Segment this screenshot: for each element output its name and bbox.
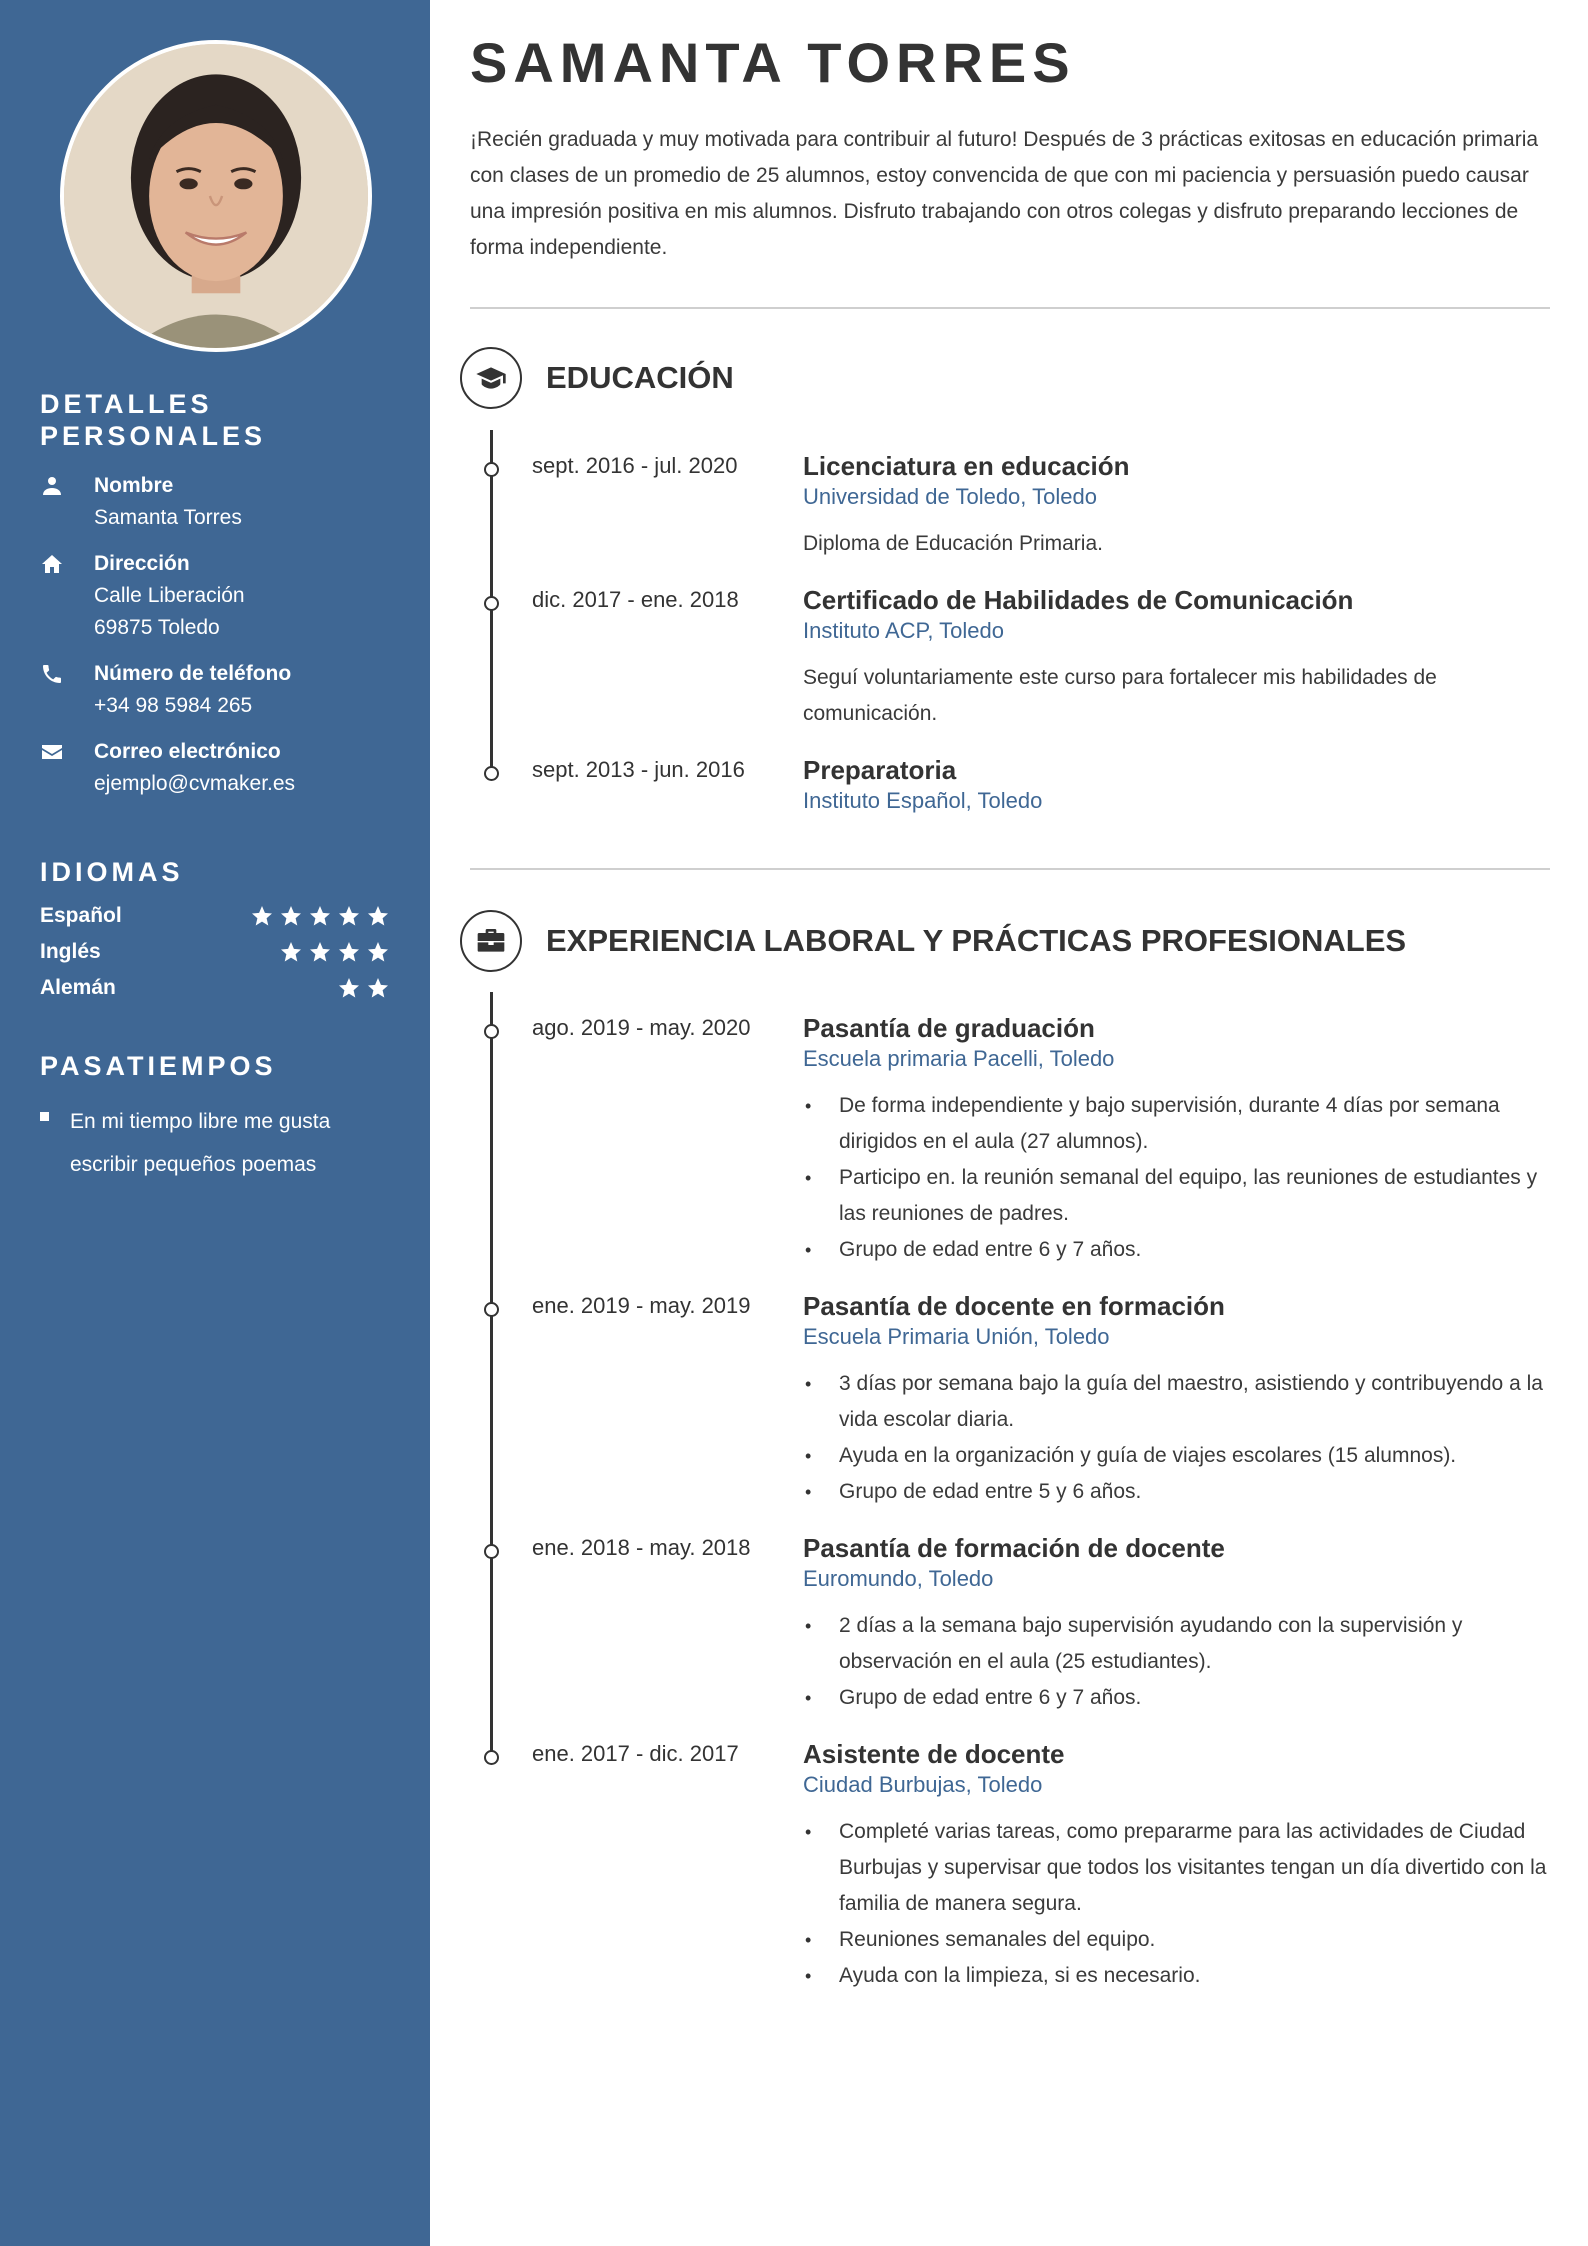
entry-date: ene. 2019 - may. 2019 — [532, 1293, 751, 1318]
home-icon — [40, 548, 94, 644]
star-icon — [308, 940, 332, 964]
entry-title: Certificado de Habilidades de Comunicación — [803, 585, 1354, 615]
timeline-dot-icon — [484, 1024, 499, 1039]
profile-summary: ¡Recién graduada y muy motivada para contribuir al futuro! Después de 3 prácticas exitosas en educación primaria con clases de un promedio de 25 alumnos, estoy convencida de que con mi paciencia y persuasión puedo causar una impresión positiva en mis alumnos. Disfruto trabajando con otros colegas y disfruto preparando lecciones de forma independiente. — [470, 128, 1539, 259]
detail-value: Calle Liberación — [94, 584, 245, 607]
languages-title: IDIOMAS — [40, 857, 184, 887]
detail-label: Dirección — [94, 552, 190, 575]
entry-title: Asistente de docente — [803, 1739, 1065, 1769]
star-icon — [250, 904, 274, 928]
entry-desc: Seguí voluntariamente este curso para fortalecer mis habilidades de comunicación. — [803, 666, 1437, 725]
bullet-item: • Ayuda con la limpieza, si es necesario. — [803, 1958, 1563, 1994]
language-rating — [279, 940, 390, 964]
bullet-item: • De forma independiente y bajo supervisión, durante 4 días por semana dirigidos en el aula (27 alumnos). — [803, 1088, 1563, 1160]
entry-org: Instituto Español, Toledo — [803, 788, 1043, 813]
timeline-dot-icon — [484, 1750, 499, 1765]
divider — [470, 868, 1550, 870]
detail-value: 69875 Toledo — [94, 616, 220, 639]
detail-name — [40, 470, 390, 534]
detail-value: Samanta Torres — [94, 506, 242, 529]
detail-label: Nombre — [94, 474, 174, 497]
entry-org: Euromundo, Toledo — [803, 1566, 994, 1591]
bullet-item: • Grupo de edad entre 5 y 6 años. — [803, 1474, 1563, 1510]
star-icon — [337, 940, 361, 964]
entry-org: Universidad de Toledo, Toledo — [803, 484, 1097, 509]
phone-icon — [40, 658, 94, 722]
bullet-item: • Grupo de edad entre 6 y 7 años. — [803, 1232, 1563, 1268]
bullet-item: • 3 días por semana bajo la guía del maestro, asistiendo y contribuyendo a la vida escolar diaria. — [803, 1366, 1563, 1438]
bullet-item: • Reuniones semanales del equipo. — [803, 1922, 1563, 1958]
language-name: Español — [40, 904, 122, 927]
star-icon — [279, 904, 303, 928]
languages-list — [40, 898, 390, 1006]
personal-details-section — [40, 388, 390, 800]
detail-value[interactable]: +34 98 5984 265 — [94, 694, 253, 717]
entry-bullets — [803, 1088, 1563, 1268]
mail-icon — [40, 736, 94, 800]
timeline-dot-icon — [484, 766, 499, 781]
square-bullet-icon — [40, 1100, 70, 1186]
star-icon — [279, 940, 303, 964]
language-rating — [337, 976, 390, 1000]
star-icon — [366, 976, 390, 1000]
email-link[interactable]: ejemplo@cvmaker.es — [94, 772, 296, 795]
bullet-item: • 2 días a la semana bajo supervisión ayudando con la supervisión y observación en el aula (25 estudiantes). — [803, 1608, 1563, 1680]
hobbies-title: PASATIEMPOS — [40, 1051, 277, 1081]
entry-date: sept. 2016 - jul. 2020 — [532, 453, 738, 478]
timeline-dot-icon — [484, 1302, 499, 1317]
entry-org: Instituto ACP, Toledo — [803, 618, 1004, 643]
entry-org: Ciudad Burbujas, Toledo — [803, 1772, 1043, 1797]
entry-bullets — [803, 1608, 1563, 1716]
star-icon — [366, 904, 390, 928]
star-icon — [337, 976, 361, 1000]
bullet-item: • Ayuda en la organización y guía de viajes escolares (15 alumnos). — [803, 1438, 1563, 1474]
entry-title: Pasantía de graduación — [803, 1013, 1095, 1043]
entry-title: Licenciatura en educación — [803, 451, 1130, 481]
star-icon — [366, 940, 390, 964]
entry-date: ene. 2017 - dic. 2017 — [532, 1741, 739, 1766]
sidebar — [0, 0, 430, 2246]
language-row — [40, 970, 390, 1006]
language-rating — [250, 904, 390, 928]
entry-date: sept. 2013 - jun. 2016 — [532, 757, 745, 782]
detail-phone — [40, 658, 390, 722]
entry-title: Preparatoria — [803, 755, 957, 785]
entry-org: Escuela primaria Pacelli, Toledo — [803, 1046, 1115, 1071]
experience-header — [460, 910, 1406, 972]
page-title: SAMANTA TORRES — [470, 31, 1076, 94]
divider — [470, 307, 1550, 309]
education-header — [460, 347, 734, 409]
briefcase-icon — [460, 910, 522, 972]
graduation-cap-icon — [460, 347, 522, 409]
education-title: EDUCACIÓN — [546, 360, 734, 395]
person-icon — [40, 470, 94, 534]
experience-timeline — [490, 992, 493, 1762]
timeline-dot-icon — [484, 596, 499, 611]
entry-bullets — [803, 1366, 1563, 1510]
language-row — [40, 898, 390, 934]
detail-label: Número de teléfono — [94, 662, 292, 685]
entry-date: ago. 2019 - may. 2020 — [532, 1015, 751, 1040]
language-name: Alemán — [40, 976, 116, 999]
experience-title: EXPERIENCIA LABORAL Y PRÁCTICAS PROFESIONALES — [546, 923, 1407, 958]
star-icon — [308, 904, 332, 928]
entry-title: Pasantía de formación de docente — [803, 1533, 1225, 1563]
entry-title: Pasantía de docente en formación — [803, 1291, 1225, 1321]
hobby-text: En mi tiempo libre me gusta escribir pequeños poemas — [70, 1110, 331, 1176]
entry-date: ene. 2018 - may. 2018 — [532, 1535, 751, 1560]
language-name: Inglés — [40, 940, 101, 963]
bullet-item: • Participo en. la reunión semanal del equipo, las reuniones de estudiantes y las reuniones de padres. — [803, 1160, 1563, 1232]
timeline-dot-icon — [484, 462, 499, 477]
timeline-dot-icon — [484, 1544, 499, 1559]
hobbies-section — [40, 1050, 390, 1186]
entry-date: dic. 2017 - ene. 2018 — [532, 587, 739, 612]
detail-label: Correo electrónico — [94, 740, 281, 763]
entry-org: Escuela Primaria Unión, Toledo — [803, 1324, 1110, 1349]
detail-address — [40, 548, 390, 644]
hobby-item — [40, 1100, 390, 1186]
entry-desc: Diploma de Educación Primaria. — [803, 532, 1103, 555]
bullet-item: • Grupo de edad entre 6 y 7 años. — [803, 1680, 1563, 1716]
bullet-item: • Completé varias tareas, como prepararme para las actividades de Ciudad Burbujas y supervisar que todos los visitantes tengan un día divertido con la familia de manera segura. — [803, 1814, 1563, 1922]
language-row — [40, 934, 390, 970]
languages-section — [40, 856, 390, 1006]
entry-bullets — [803, 1814, 1563, 1994]
detail-email — [40, 736, 390, 800]
star-icon — [337, 904, 361, 928]
personal-details-title: DETALLES PERSONALES — [40, 389, 267, 451]
profile-photo — [60, 40, 372, 352]
portrait-image — [64, 44, 368, 348]
